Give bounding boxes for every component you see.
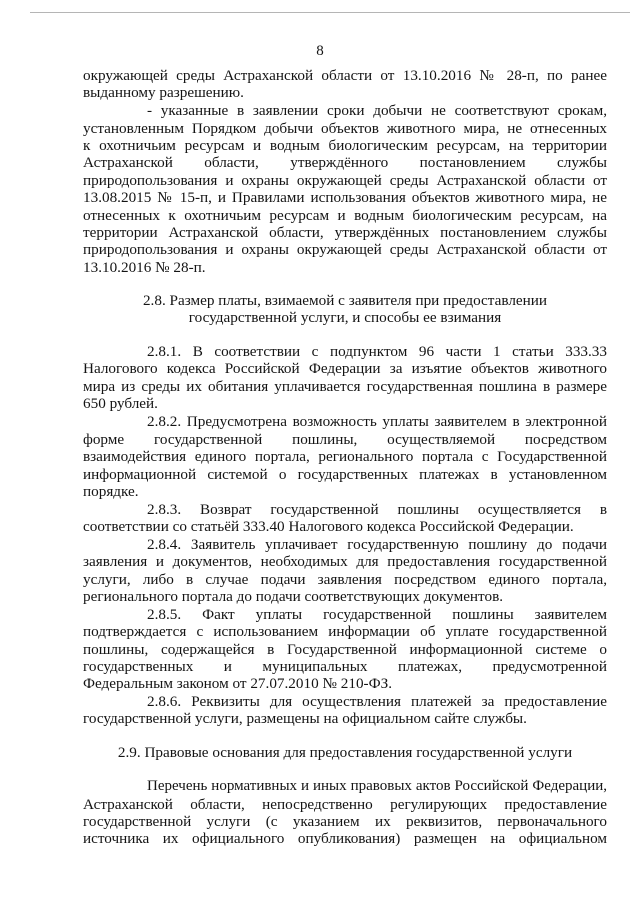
- paragraph-line: пошлины, содержащейся в Государственной информационной системе о: [83, 641, 607, 658]
- paragraph-line: 650 рублей.: [83, 395, 158, 412]
- paragraph-line: 2.8.5. Факт уплаты государственной пошлины заявителем: [147, 606, 607, 623]
- page-number: 8: [316, 43, 324, 59]
- section-heading-line: 2.8. Размер платы, взимаемой с заявителя при предоставлении: [142, 292, 548, 309]
- paragraph-line: соответствии со статьёй 333.40 Налогового кодекса Российской Федерации.: [83, 518, 574, 535]
- section-heading-line: государственной услуги, и способы ее взимания: [188, 309, 502, 326]
- paragraph-line: отнесенных к охотничьим ресурсам и водным биологическим ресурсам, на: [83, 207, 607, 224]
- paragraph-line: 13.08.2015 № 15-п, и Правилами использования объектов животного мира, не: [83, 189, 607, 206]
- paragraph-line: окружающей среды Астраханской области от 13.10.2016 № 28-п, по ранее: [83, 67, 607, 84]
- paragraph-line: государственных и муниципальных платежах, предусмотренной: [83, 658, 607, 675]
- paragraph-line: природопользования и охраны окружающей среды Астраханской области от: [83, 172, 607, 189]
- scan-edge-line: [30, 12, 630, 13]
- paragraph-line: Астраханской области, непосредственно регулирующих предоставление: [83, 796, 607, 813]
- paragraph-line: территории Астраханской области, утверждённых постановлением службы: [83, 224, 607, 241]
- paragraph-line: заявления и документов, необходимых для предоставления государственной: [83, 553, 607, 570]
- paragraph-line: установленным Порядком добычи объектов животного мира, не отнесенных: [83, 120, 607, 137]
- paragraph-line: форме государственной пошлины, осуществляемой посредством: [83, 431, 607, 448]
- paragraph-line: информационной системой о государственных платежах в установленном: [83, 466, 607, 483]
- paragraph-line: услуги, либо в случае подачи заявления посредством единого портала,: [83, 571, 607, 588]
- paragraph-line: порядке.: [83, 483, 139, 500]
- paragraph-line: выданному разрешению.: [83, 84, 244, 101]
- section-heading-line: 2.9. Правовые основания для предоставления государственной услуги: [117, 744, 573, 761]
- paragraph-line: государственной услуги, размещены на официальном сайте службы.: [83, 710, 527, 727]
- paragraph-line: Налогового кодекса Российской Федерации за изъятие объектов животного: [83, 360, 607, 377]
- paragraph-line: регионального портала до подачи соответствующих документов.: [83, 588, 504, 605]
- paragraph-line: - указанные в заявлении сроки добычи не соответствуют срокам,: [147, 102, 607, 119]
- paragraph-line: Астраханской области, утверждённого постановлением службы: [83, 154, 607, 171]
- paragraph-line: к охотничьим ресурсам и водным биологическим ресурсам, на территории: [83, 137, 607, 154]
- paragraph-line: 2.8.4. Заявитель уплачивает государственную пошлину до подачи: [147, 536, 607, 553]
- paragraph-line: подтверждается с использованием информации об уплате государственной: [83, 623, 607, 640]
- paragraph-line: природопользования и охраны окружающей среды Астраханской области от: [83, 241, 607, 258]
- paragraph-line: взаимодействия единого портала, регионального портала с Государственной: [83, 448, 607, 465]
- paragraph-line: мира из среды их обитания уплачивается государственная пошлина в размере: [83, 378, 607, 395]
- paragraph-line: 2.8.1. В соответствии с подпунктом 96 части 1 статьи 333.33: [147, 343, 607, 360]
- paragraph-line: 2.8.6. Реквизиты для осуществления платежей за предоставление: [147, 693, 607, 710]
- paragraph-line: 2.8.3. Возврат государственной пошлины осуществляется в: [147, 501, 607, 518]
- paragraph-line: 2.8.2. Предусмотрена возможность уплаты заявителем в электронной: [147, 413, 607, 430]
- paragraph-line: 13.10.2016 № 28-п.: [83, 259, 206, 276]
- paragraph-line: источника их официального опубликования) размещен на официальном: [83, 830, 607, 847]
- paragraph-line: государственной услуги (с указанием их реквизитов, первоначального: [83, 813, 607, 830]
- paragraph-line: Перечень нормативных и иных правовых актов Российской Федерации,: [147, 778, 607, 794]
- paragraph-line: Федеральным законом от 27.07.2010 № 210-ФЗ.: [83, 675, 392, 692]
